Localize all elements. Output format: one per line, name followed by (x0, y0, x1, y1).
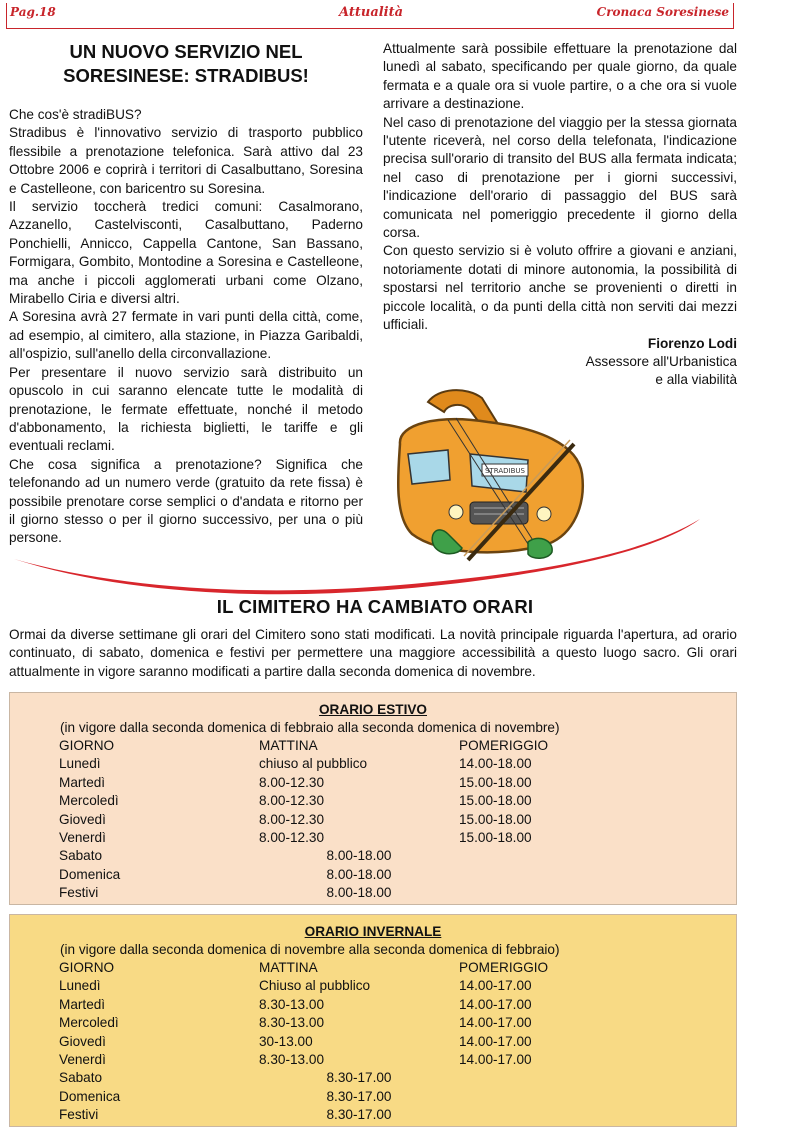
schedule-subtitle: (in vigore dalla seconda domenica di novembre alla seconda domenica di febbraio) (60, 942, 560, 957)
day-cell: Sabato (59, 848, 103, 864)
paragraph: Nel caso di prenotazione del viaggio per la stessa giornata l'utente riceverà, nel corso della telefonata, l'indicazione precisa sull'orario di transito del BUS alla fermata indicata; nel caso di prenotazione per i giorni successivi, l'indicazione dell'orario di passaggio del BUS sarà comunicata nel pomeriggio precedente il giorno della corsa. (383, 114, 737, 241)
article-right-column (383, 40, 737, 390)
afternoon-cell: 15.00-18.00 (459, 811, 532, 827)
afternoon-cell: 15.00-18.00 (459, 830, 532, 846)
table-row (59, 755, 609, 773)
author-role: e alla viabilità (655, 372, 737, 388)
article-body: Ormai da diverse settimane gli orari del Cimitero sono stati modificati. La novità principale riguarda l'apertura, ad orario continuato, di sabato, domenica e festivi per permettere una maggiore accessibilità a questo luogo sacro. Gli orari attualmente in vigore saranno modificati a partire dalla seconda domenica di novembre. (9, 627, 737, 679)
morning-cell: 8.00-12.30 (259, 793, 325, 809)
table-row (59, 996, 609, 1014)
table-header-row (59, 737, 609, 755)
afternoon-cell: 14.00-18.00 (459, 756, 532, 772)
day-cell: Festivi (59, 1107, 99, 1123)
author-role: Assessore all'Urbanistica (585, 353, 737, 369)
table-row (59, 1106, 609, 1124)
afternoon-cell: 14.00-17.00 (459, 996, 532, 1012)
day-cell: Martedì (59, 996, 106, 1012)
table-row (59, 774, 609, 792)
paragraph: A Soresina avrà 27 fermate in vari punti della città, come, ad esempio, al cimitero, alla stazione, in Piazza Garibaldi, all'ospizio, sull'anello della circonvallazione. (9, 309, 363, 362)
author-name: Fiorenzo Lodi (647, 335, 737, 351)
column-header: POMERIGGIO (459, 960, 549, 975)
paragraph: Con questo servizio si è voluto offrire a giovani e anziani, notoriamente dotati di minore autonomia, la possibilità di spostarsi nel territorio anche se provenienti o diretti in piccole località, o da punti della città non serviti dai mezzi ufficiali. (383, 243, 737, 333)
decorative-wave (0, 515, 789, 595)
table-row (59, 1014, 609, 1032)
article-left-column (9, 106, 363, 548)
day-cell: Lunedì (59, 978, 101, 994)
table-header-row (59, 959, 609, 977)
bus-sign-text: STRADIBUS (485, 467, 525, 475)
winter-schedule-box (9, 914, 737, 1127)
page-header (6, 3, 734, 29)
day-cell: Mercoledì (59, 793, 119, 809)
column-header: GIORNO (59, 738, 115, 753)
afternoon-cell: 14.00-17.00 (459, 1052, 532, 1068)
afternoon-cell: 15.00-18.00 (459, 793, 532, 809)
day-cell: Giovedì (59, 811, 106, 827)
afternoon-cell: 14.00-17.00 (459, 978, 532, 994)
morning-cell: Chiuso al pubblico (259, 978, 371, 994)
table-row (59, 1033, 609, 1051)
table-row (59, 977, 609, 995)
morning-cell: 8.00-12.30 (259, 811, 325, 827)
morning-cell: 8.00-12.30 (259, 830, 325, 846)
continuous-hours-cell: 8.30-17.00 (326, 1107, 392, 1123)
day-cell: Venerdì (59, 830, 106, 846)
schedule-table (59, 737, 609, 903)
continuous-hours-cell: 8.00-18.00 (326, 848, 392, 864)
article-title-line-1: UN NUOVO SERVIZIO NEL (69, 41, 303, 62)
morning-cell: 8.00-12.30 (259, 774, 325, 790)
day-cell: Domenica (59, 866, 121, 882)
paragraph: Stradibus è l'innovativo servizio di trasporto pubblico flessibile a prenotazione telefonica. Sarà attivo dal 23 Ottobre 2006 e coprirà i territori di Casalbuttano, Soresina e Castelleone, con baricentro su Soresina. (9, 125, 363, 196)
day-cell: Martedì (59, 774, 106, 790)
paragraph: Attualmente sarà possibile effettuare la prenotazione dal lunedì al sabato, specificando per quale giorno, da quale fermata e a quale ora si vuole partire, o a che ora si vuole arrivare a destinazione. (383, 41, 737, 112)
column-name: Cronaca Soresinese (596, 5, 729, 19)
section-name: Attualità (339, 5, 404, 20)
day-cell: Sabato (59, 1070, 103, 1086)
article-title: IL CIMITERO HA CAMBIATO ORARI (216, 596, 534, 617)
morning-cell: 8.30-13.00 (259, 1015, 325, 1031)
summer-schedule-box (9, 692, 737, 905)
continuous-hours-cell: 8.30-17.00 (326, 1088, 392, 1104)
continuous-hours-cell: 8.00-18.00 (326, 885, 392, 901)
paragraph: Per presentare il nuovo servizio sarà distribuito un opuscolo in cui saranno elencate tutte le modalità di prenotazione, le fermate effettuate, nonché il metodo d'abbonamento, la richiesta biglietti, le tariffe e gli eventuali reclami. (9, 364, 363, 454)
article-title-line-2: SORESINESE: STRADIBUS! (63, 65, 309, 86)
column-header: MATTINA (259, 960, 318, 975)
article-title (9, 40, 363, 88)
column-header: POMERIGGIO (459, 738, 549, 753)
afternoon-cell: 14.00-17.00 (459, 1033, 532, 1049)
afternoon-cell: 15.00-18.00 (459, 774, 532, 790)
table-row (59, 884, 609, 902)
day-cell: Domenica (59, 1088, 121, 1104)
table-row (59, 792, 609, 810)
table-row (59, 1069, 609, 1087)
paragraph: Che cosa significa a prenotazione? Significa che telefonando ad un numero verde (gratuito da rete fissa) è possibile prenotare corse semplici o d'andata e ritorno per il giorno stesso o per il giorno successivo, per una o più persone. (9, 456, 363, 546)
schedule-title: ORARIO ESTIVO (318, 702, 427, 717)
schedule-table (59, 959, 609, 1125)
column-header: GIORNO (59, 960, 115, 975)
page-number: Pag.18 (10, 5, 56, 19)
day-cell: Festivi (59, 885, 99, 901)
morning-cell: 8.30-13.00 (259, 1052, 325, 1068)
table-row (59, 1051, 609, 1069)
afternoon-cell: 14.00-17.00 (459, 1015, 532, 1031)
table-row (59, 829, 609, 847)
day-cell: Mercoledì (59, 1015, 119, 1031)
day-cell: Venerdì (59, 1052, 106, 1068)
schedule-subtitle: (in vigore dalla seconda domenica di febbraio alla seconda domenica di novembre) (60, 720, 560, 735)
paragraph: Il servizio toccherà tredici comuni: Casalmorano, Azzanello, Castelvisconti, Casalbuttano, Paderno Ponchielli, Annicco, Cappella Cantone, San Bassano, Formigara, Gombito, Montodine a Soresina e Castelleone, ma anche i piccoli agglomerati urbani come Olzano, Mirabello Ciria e diversi altri. (9, 199, 363, 307)
paragraph: Che cos'è stradiBUS? (9, 107, 142, 122)
morning-cell: chiuso al pubblico (259, 756, 368, 772)
table-row (59, 866, 609, 884)
column-header: MATTINA (259, 738, 318, 753)
schedule-title: ORARIO INVERNALE (304, 924, 442, 939)
table-row (59, 847, 609, 865)
signature (383, 335, 737, 390)
day-cell: Lunedì (59, 756, 101, 772)
day-cell: Giovedì (59, 1033, 106, 1049)
morning-cell: 8.30-13.00 (259, 996, 325, 1012)
table-row (59, 1088, 609, 1106)
table-row (59, 811, 609, 829)
morning-cell: 30-13.00 (259, 1033, 313, 1049)
continuous-hours-cell: 8.00-18.00 (326, 866, 392, 882)
continuous-hours-cell: 8.30-17.00 (326, 1070, 392, 1086)
